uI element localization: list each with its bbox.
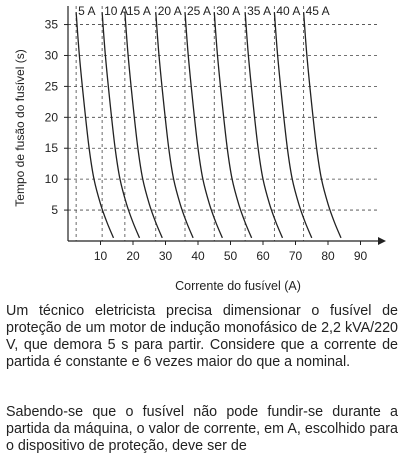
y-tick-label: 25 <box>44 79 58 94</box>
y-tick-label: 15 <box>44 141 58 156</box>
series-label-35a: 35 A <box>247 4 272 18</box>
series-label-25a: 25 A <box>187 4 212 18</box>
series-labels <box>78 4 330 18</box>
problem-paragraph-1: Um técnico eletricista precisa dimensionar o fusível de proteção de um motor de indução monofásico de 2,2 kVA/220 V, que demora 5 s para partir. Considere que a corrente de partida é constante e 6 vezes maior do que a nominal. <box>6 303 398 370</box>
x-axis-title: Corrente do fusível (A) <box>175 279 301 293</box>
y-tick-label: 5 <box>51 203 58 218</box>
fuse-curve-30a <box>214 12 251 238</box>
fuse-curve-5a <box>76 12 113 238</box>
x-tick-label: 40 <box>191 249 205 263</box>
ticks <box>45 18 368 263</box>
fuse-curve-10a <box>102 12 139 238</box>
y-tick-label: 20 <box>44 110 58 125</box>
x-tick-label: 70 <box>288 249 303 263</box>
x-tick-label: 30 <box>158 249 173 263</box>
y-tick-label: 35 <box>44 17 58 32</box>
fuse-curves <box>76 12 341 238</box>
x-tick-label: 20 <box>126 249 140 263</box>
series-label-40a: 40 A <box>276 4 301 18</box>
y-axis-title: Tempo de fusão do fusível (s) <box>13 49 27 207</box>
x-tick-label: 10 <box>93 249 108 263</box>
series-label-30a: 30 A <box>216 4 241 18</box>
x-tick-label: 50 <box>223 249 238 263</box>
y-tick-label: 10 <box>44 172 58 187</box>
series-label-45a: 45 A <box>305 4 330 18</box>
problem-paragraph-2: Sabendo-se que o fusível não pode fundir-se durante a partida da máquina, o valor de corrente, em A, escolhido para o dispositivo de proteção, deve ser de <box>6 404 398 454</box>
axes <box>68 6 386 245</box>
fuse-curve-45a <box>304 12 341 238</box>
fuse-curve-15a <box>125 12 162 238</box>
x-axis-arrow <box>378 237 386 245</box>
x-tick-label: 80 <box>321 249 335 263</box>
y-tick-label: 30 <box>44 48 58 63</box>
series-label-15a: 15 A <box>126 4 151 18</box>
series-label-5a: 5 A <box>78 4 96 18</box>
series-label-20a: 20 A <box>157 4 182 18</box>
x-tick-label: 60 <box>256 249 270 263</box>
series-label-10a: 10 A <box>104 4 129 18</box>
x-tick-label: 90 <box>353 249 368 263</box>
